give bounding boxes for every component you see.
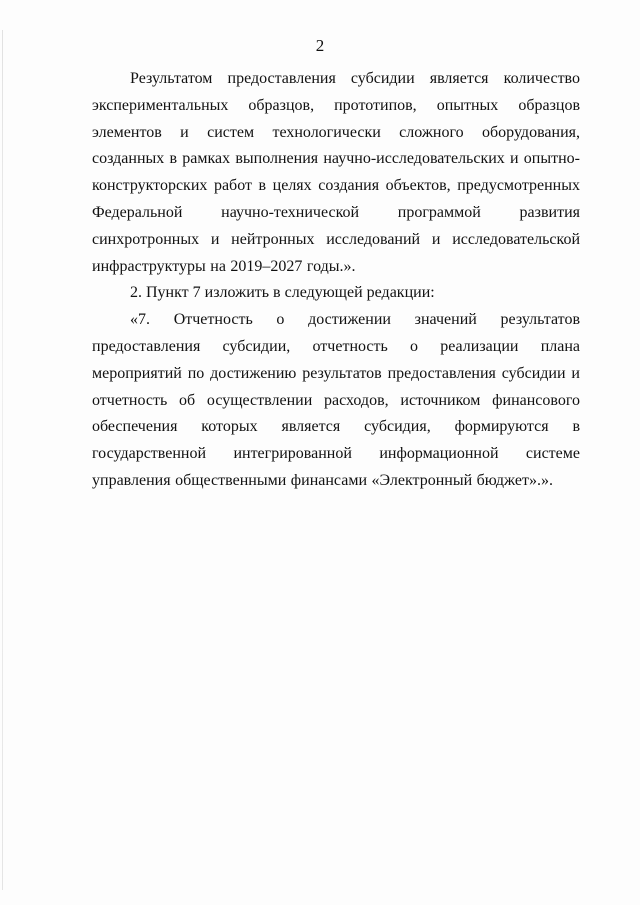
paragraph-item-2: 2. Пункт 7 изложить в следующей редакции: [130, 284, 435, 302]
scan-edge-line [2, 30, 3, 890]
paragraph-item-7: «7. Отчетность о достижении значений результатов предоставления субсидии, отчетность о реализации плана мероприятий по достижению результатов предоставления субсидии и отчетность об осуществлении расходов, источником финансового обеспечения которых является субсидия, формируются в государственной интегрированной информационной системе управления общественными финансами «Электронный бюджет».». [92, 311, 580, 489]
page-number: 2 [315, 36, 325, 55]
document-body [92, 66, 580, 495]
paragraph-result: Результатом предоставления субсидии является количество экспериментальных образцов, прототипов, опытных образцов элементов и систем технологически сложного оборудования, созданных в рамках выполнения научно-исследовательских и опытно-конструкторских работ в целях создания объектов, предусмотренных Федеральной научно-технической программой развития синхротронных и нейтронных исследований и исследовательской инфраструктуры на 2019–2027 годы.». [92, 70, 580, 275]
